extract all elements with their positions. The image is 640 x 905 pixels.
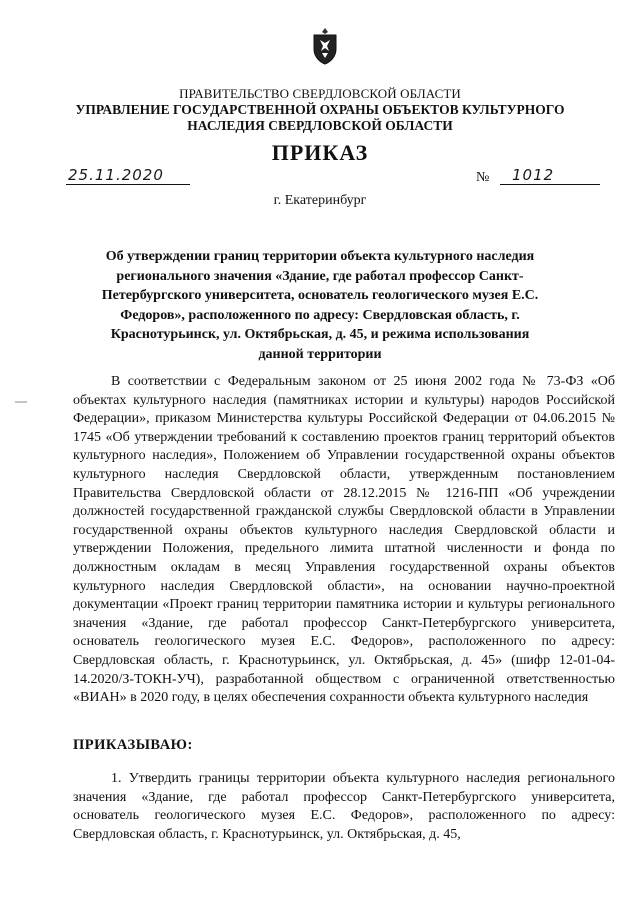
number-label: № [476,170,490,185]
date-field [66,168,190,185]
document-date: 25.11.2020 [68,166,164,184]
preamble-paragraph: В соответствии с Федеральным законом от 25 июня 2002 года № 73-ФЗ «Об объектах культурного наследия (памятниках истории и культуры) народов Российской Федерации», приказом Министерства культуры Российской Федерации от 04.06.2015 № 1745 «Об утверждении требований к составлению проектов границ территорий объектов культурного наследия», Положением об Управлении государственной охраны объектов культурного наследия Свердловской области, утвержденным постановлением Правительства Свердловской области от 28.12.2015 № 1216-ПП «Об учреждении должностей государственной гражданской службы Свердловской области в Управлении государственной охраны объектов культурного наследия Свердловской области и утверждении Положения, предельного лимита штатной численности и фонда по должностным окладам в месяц Управления государственной охраны объектов культурного наследия Свердловской области», на основании научно-проектной документации «Проект границ территории памятника истории и культуры регионального значения «Здание, где работал профессор Санкт-Петербургского университета, основатель геологического музея Е.С. Федоров», расположенного по адресу: Свердловская область, г. Краснотурьинск, ул. Октябрьская, д. 45» (шифр 12-01-04-14.2020/З-ТОКН-УЧ), разработанной обществом с ограниченной ответственностью «ВИАН» в 2020 году, в целях обеспечения сохранности объекта культурного наследия [73,374,615,706]
city: г. Екатеринбург [273,193,367,208]
sverdlovsk-coat-of-arms-icon [310,26,340,66]
government-name: ПРАВИТЕЛЬСТВО СВЕРДЛОВСКОЙ ОБЛАСТИ [179,86,461,101]
document-number: 1012 [512,166,555,184]
order-point-1: 1. Утвердить границы территории объекта культурного наследия регионального значения «Здание, где работал профессор Санкт-Петербургского университета, основатель геологического музея Е.С. Федоров», расположенного по адресу: Свердловская область, г. Краснотурьинск, ул. Октябрьская, д. 45, [73,771,615,842]
number-field [500,168,600,185]
order-heading: ПРИКАЗЫВАЮ: [73,737,193,753]
margin-mark [14,400,28,404]
document-title: ПРИКАЗ [271,140,369,165]
department-name: УПРАВЛЕНИЕ ГОСУДАРСТВЕННОЙ ОХРАНЫ ОБЪЕКТОВ КУЛЬТУРНОГО НАСЛЕДИЯ СВЕРДЛОВСКОЙ ОБЛАСТИ [75,102,565,133]
document-subject: Об утверждении границ территории объекта культурного наследия регионального значения «Здание, где работал профессор Санкт-Петербургского университета, основатель геологического музея Е.С. Федоров», расположенного по адресу: Свердловская область, г. Краснотурьинск, ул. Октябрьская, д. 45, и режима использования данной территории [101,249,539,362]
